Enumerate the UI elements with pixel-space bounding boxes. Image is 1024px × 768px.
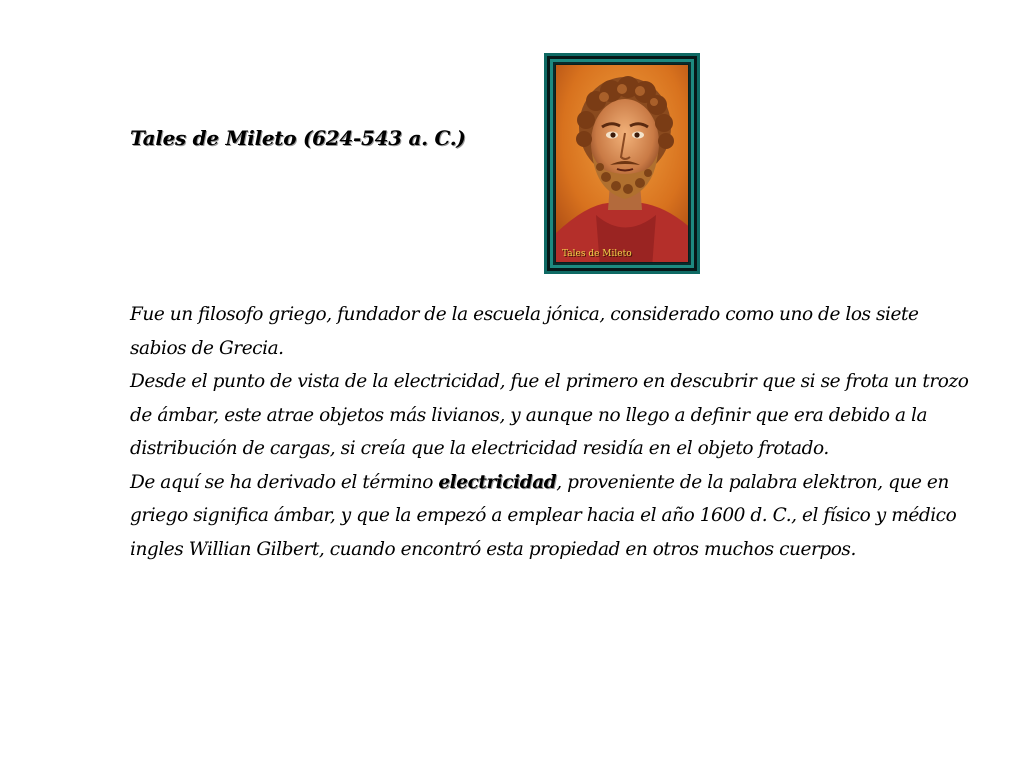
portrait-caption: Tales de Mileto xyxy=(562,249,632,259)
paragraph-2: Desde el punto de vista de la electricidad, fue el primero en descubrir que si se frota un trozo de ámbar, este atrae objetos más livianos, y aunque no llego a definir que era debido a la distribución de cargas, si creía que la electricidad residía en el objeto frotado. xyxy=(130,371,969,459)
portrait-frame xyxy=(544,53,700,274)
paragraph-3-start: De aquí se ha derivado el término xyxy=(130,471,439,493)
paragraph-1: Fue un filosofo griego, fundador de la escuela jónica, considerado como uno de los siete sabios de Grecia. xyxy=(130,304,919,359)
slide-title: Tales de Mileto (624-543 a. C.) xyxy=(130,126,466,150)
paragraph-3 xyxy=(130,466,970,567)
portrait-image xyxy=(555,64,689,263)
term-electricidad: electricidad xyxy=(438,471,557,493)
body-text xyxy=(130,298,970,566)
paragraph-3-end: , proveniente de la palabra elektron, que en griego significa ámbar, y que la empezó a emplear hacia el año 1600 d. C., el físico y médico ingles Willian Gilbert, cuando encontró esta propiedad en otros muchos cuerpos. xyxy=(130,471,957,560)
